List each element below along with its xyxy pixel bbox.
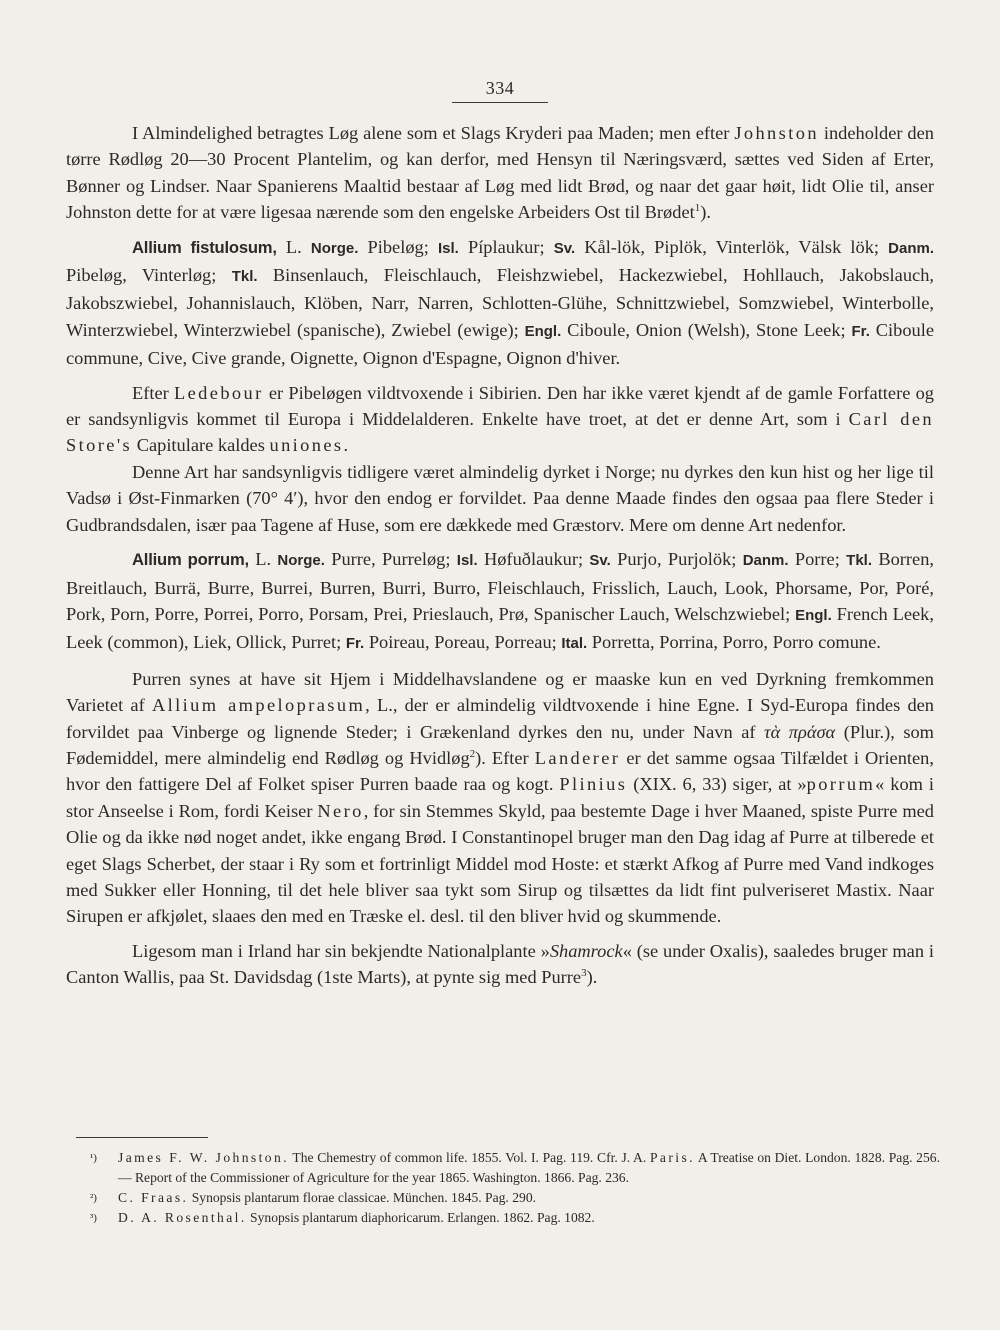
paragraph-shamrock bbox=[66, 938, 934, 991]
page-number: 334 bbox=[485, 78, 515, 98]
footnote-mark: ¹) bbox=[90, 1152, 97, 1164]
text-span: er det samme ogsaa Tilfældet i Orienten, hvor den fattigere Del af Folket spiser Purren baade raa og kogt. bbox=[66, 747, 934, 795]
lang-label: Tkl. bbox=[231, 268, 258, 286]
author-name: James F. W. Johnston. bbox=[118, 1150, 289, 1165]
person-name: Nero bbox=[317, 800, 364, 821]
species-name: Allium porrum, bbox=[132, 550, 249, 570]
text-span: (XIX. 6, 33) siger, at » bbox=[627, 774, 807, 795]
footnote-2 bbox=[90, 1188, 940, 1208]
text-span: (Plur.), som Fødemiddel, mere almindelig end Rødløg og Hvidløg bbox=[66, 721, 934, 768]
latin-term: uniones bbox=[269, 435, 344, 456]
species-name: Allium fistulosum, bbox=[132, 237, 277, 257]
text-span: Ligesom man i Irland har sin bekjendte Nationalplante » bbox=[132, 940, 550, 961]
text-span: A Treatise on Diet. London. 1828. Pag. 256. — Report of the Commissioner of Agriculture for the year 1865. Washington. 1866. Pag. 236. bbox=[118, 1150, 940, 1185]
author-name: Ledebour bbox=[173, 382, 264, 403]
text-span: French Leek, Leek (common), Liek, Ollick, Purret; bbox=[66, 603, 934, 653]
text-span: « kom i stor Anseelse i Rom, fordi Keiser bbox=[66, 774, 934, 821]
footnote-mark: ³) bbox=[90, 1212, 97, 1224]
lang-label: Engl. bbox=[524, 322, 562, 340]
lang-label: Danm. bbox=[742, 552, 789, 570]
lang-label: Isl. bbox=[437, 239, 459, 257]
text-span: L. bbox=[248, 549, 278, 570]
text-span: er Pibeløgen vildtvoxende i Sibirien. Den har ikke været kjendt af de gamle Forfattere og er sandsynligvis kommet til Europa i Middelalderen. Enkelte have troet, at det er denne Art, som i bbox=[66, 382, 934, 430]
text-span: Porretta, Porrina, Porro, Porro comune. bbox=[587, 632, 881, 653]
main-text bbox=[66, 120, 934, 991]
lang-label: Sv. bbox=[553, 239, 576, 257]
paragraph-allium-porrum bbox=[66, 546, 934, 658]
text-span: Purjo, Purjolök; bbox=[610, 549, 743, 570]
text-span: Ciboule, Onion (Welsh), Stone Leek; bbox=[561, 319, 852, 340]
lang-label: Norge. bbox=[277, 552, 325, 570]
page-number-rule bbox=[452, 102, 548, 103]
lang-label: Isl. bbox=[456, 552, 478, 570]
text-span: Synopsis plantarum diaphoricarum. Erlangen. 1862. Pag. 1082. bbox=[246, 1210, 595, 1225]
text-span: Capitulare kaldes bbox=[132, 435, 270, 456]
text-span: I Almindelighed betragtes Løg alene som et Slags Kryderi paa Maden; men efter bbox=[132, 123, 735, 143]
text-span: Píplaukur; bbox=[458, 236, 554, 257]
text-span: « (se under Oxalis), saaledes bruger man i Canton Wallis, paa St. Davidsdag (1ste Marts), at pynte sig med Purre bbox=[66, 940, 934, 988]
text-span: Ciboule commune, Cive, Cive grande, Oignette, Oignon d'Espagne, Oignon d'hiver. bbox=[66, 319, 934, 369]
author-name: Landerer bbox=[534, 747, 621, 768]
lang-label: Tkl. bbox=[846, 552, 873, 570]
plant-name: Shamrock bbox=[549, 940, 623, 961]
text-span: Pibeløg; bbox=[358, 236, 438, 257]
species-name: Allium ampeloprasum bbox=[151, 695, 366, 716]
text-span: Purren synes at have sit Hjem i Middelhavslandene og er maaske kun en ved Dyrkning fremkommen Varietet af bbox=[66, 668, 934, 716]
text-span: Porre; bbox=[788, 549, 847, 570]
text-span: L. bbox=[276, 236, 311, 257]
text-span: Purre, Purreløg; bbox=[324, 549, 457, 570]
paragraph-onion-nutrition bbox=[66, 120, 934, 226]
author-name: D. A. Rosenthal. bbox=[118, 1210, 247, 1225]
text-span: Kål-lök, Piplök, Vinterlök, Välsk lök; bbox=[575, 236, 889, 257]
footnote-ref[interactable]: 1 bbox=[694, 202, 701, 215]
text-span: ). bbox=[586, 967, 598, 988]
lang-label: Norge. bbox=[310, 239, 359, 257]
paragraph-leek-history bbox=[66, 666, 934, 930]
text-span: Synopsis plantarum florae classicae. München. 1845. Pag. 290. bbox=[188, 1190, 537, 1205]
paragraph-ledebour bbox=[66, 380, 934, 459]
paragraph-allium-fistulosum bbox=[66, 234, 934, 372]
text-span: Borren, Breitlauch, Burrä, Burre, Burrei, Burren, Burri, Burro, Fleischlauch, Frisslich, Lauch, Look, Phorsame, Por, Poré, Pork, Porn, Porre, Porrei, Porro, Porsam, Prei, Prieslauch, Prø, Spanischer Lauch, Welschzwiebel; bbox=[66, 549, 935, 624]
paragraph-cultivation-norway: Denne Art har sandsynligvis tidligere været almindelig dyrket i Norge; nu dyrkes den kun hist og her lige til Vadsø i Øst-Finmarken (70° 4′), hvor den endog er forvildet. Paa denne Maade findes den ogsaa paa flere Steder i Gudbrandsdalen, især paa Tagene af Huse, som ere dækkede med Græstorv. Mere om denne Art nedenfor. bbox=[66, 461, 934, 535]
text-span: , for sin Stemmes Skyld, paa bestemte Dage i hver Maaned, spiste Purre med Olie og da ikke nød noget andet, ikke engang Brød. I Constantinopel bruger man den Dag idag af Purre at tilberede et eget Slags Scherbet, der staar i Ry som et fortrinligt Middel mod Hoste: et stærkt Afkog af Purre med Vand indkoges med Sukker eller Honning, til det hele bliver saa tykt som Sirup og tilsættes da lidt fint pulveriseret Mastix. Naar Sirupen er afkjølet, slaaes den med en Træske el. desl. til den bliver hvid og skummende. bbox=[66, 800, 934, 927]
latin-term: porrum bbox=[806, 774, 876, 795]
greek-term: τὰ πράσα bbox=[764, 721, 836, 742]
lang-label: Engl. bbox=[795, 606, 832, 624]
author-name: Johnston bbox=[734, 123, 819, 143]
text-span: indeholder den tørre Rødløg 20—30 Procent Plantelim, og kan derfor, med Hensyn til Næringsværd, sættes ved Siden af Erter, Bønner og Lindser. Naar Spanierens Maaltid bestaar af Løg med lidt Brød, og naar det gaar høit, lidt Olie til, anser Johnston dette for at være ligesaa nærende som den engelske Arbeiders Ost til Brødet bbox=[66, 123, 934, 223]
lang-label: Danm. bbox=[888, 239, 934, 257]
lang-label: Sv. bbox=[589, 552, 611, 570]
author-name: Plinius bbox=[559, 774, 628, 795]
footnote-1 bbox=[90, 1148, 940, 1188]
text-span: ). bbox=[700, 202, 711, 223]
footnote-separator bbox=[76, 1137, 208, 1138]
author-name: Paris. bbox=[649, 1150, 695, 1165]
text-span: Efter bbox=[132, 382, 174, 403]
footnotes bbox=[90, 1148, 940, 1228]
text-span: Høfuðlaukur; bbox=[477, 549, 590, 570]
text-span: ). Efter bbox=[475, 747, 535, 768]
lang-label: Fr. bbox=[851, 322, 870, 340]
text-span: The Chemestry of common life. 1855. Vol. I. Pag. 119. Cfr. J. A. bbox=[289, 1150, 650, 1165]
text-span: Poireau, Poreau, Porreau; bbox=[364, 632, 562, 653]
footnote-3 bbox=[90, 1208, 940, 1228]
footnote-ref[interactable]: 3 bbox=[581, 967, 587, 980]
footnote-ref[interactable]: 2 bbox=[469, 747, 476, 760]
footnote-mark: ²) bbox=[90, 1192, 97, 1204]
lang-label: Fr. bbox=[345, 635, 365, 653]
lang-label: Ital. bbox=[561, 635, 588, 653]
person-name: Carl den Store's bbox=[66, 409, 934, 456]
text-span: . bbox=[343, 435, 349, 456]
text-span: , L., der er almindelig vildtvoxende i hine Egne. I Syd-Europa findes den forvildet paa Vinberge og lignende Steder; i Grækenland dyrkes den nu, under Navn af bbox=[66, 695, 935, 742]
text-span: Binsenlauch, Fleischlauch, Fleishzwiebel, Hackezwiebel, Hohllauch, Jakobslauch, Jakobszwiebel, Johannislauch, Klöben, Narr, Narren, Schlotten-Glühe, Schnittzwiebel, Somzwiebel, Winterbolle, Winterzwiebel, Winterzwiebel (spanische), Zwiebel (ewige); bbox=[66, 265, 934, 340]
author-name: C. Fraas. bbox=[118, 1190, 189, 1205]
text-span: Pibeløg, Vinterløg; bbox=[66, 265, 232, 286]
